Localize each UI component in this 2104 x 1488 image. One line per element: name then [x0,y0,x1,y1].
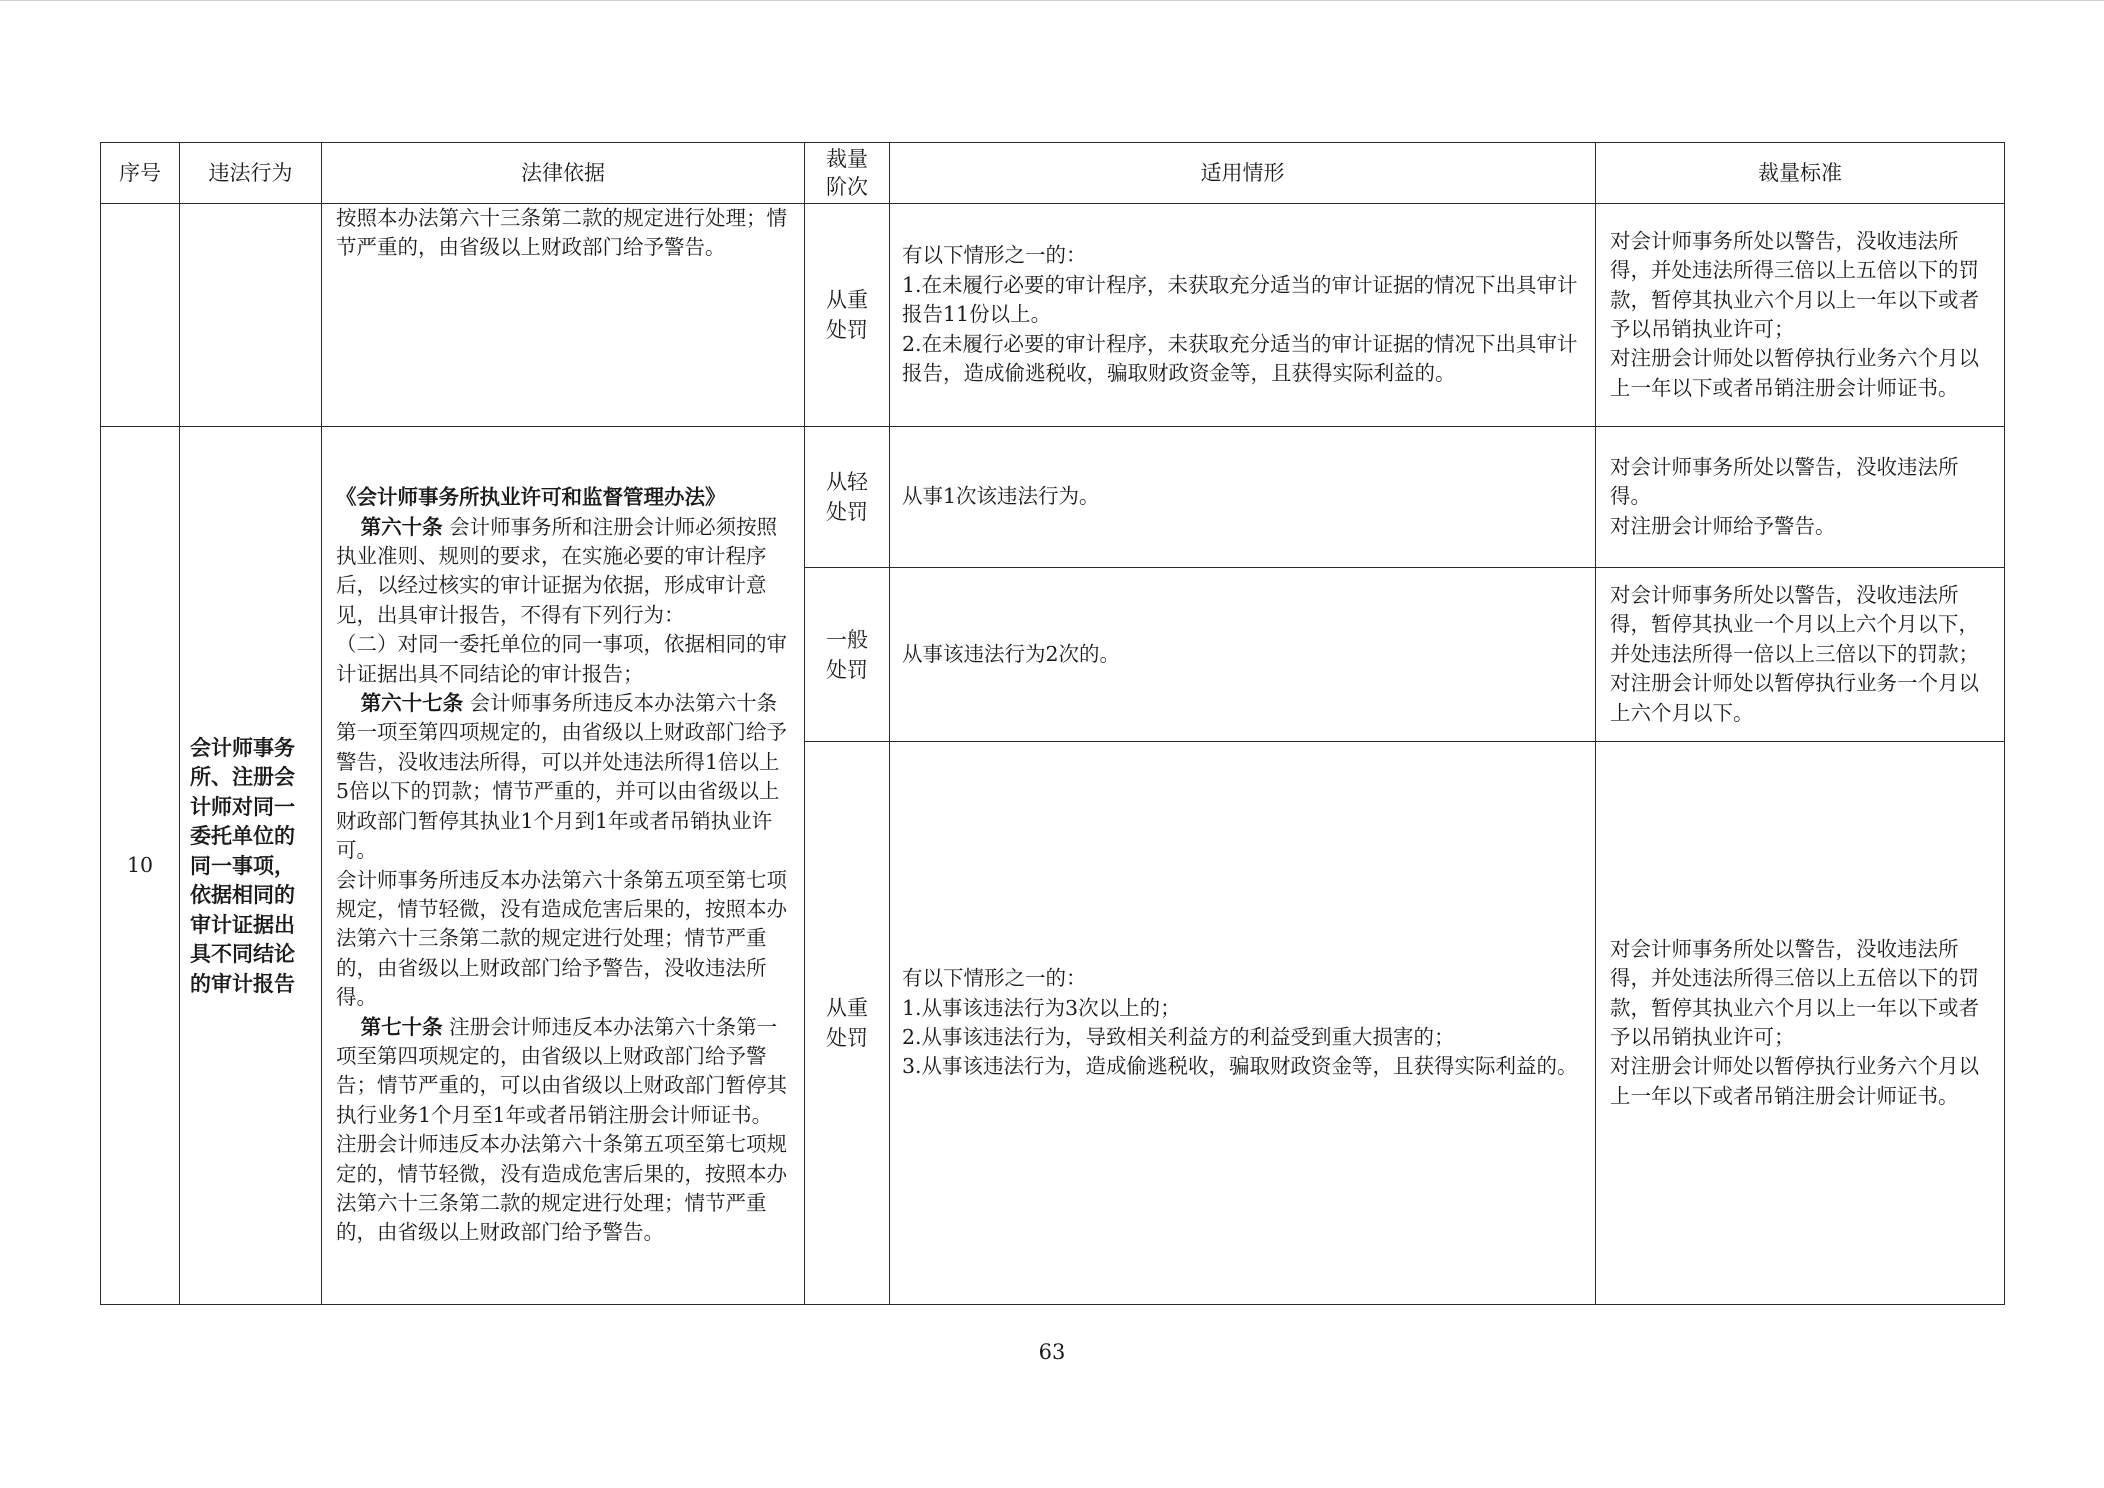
article-67-text: 会计师事务所违反本办法第六十条第一项至第四项规定的，由省级以上财政部门给予警告，没收违法所得，可以并处违法所得1倍以上5倍以下的罚款；情节严重的，并可以由省级以上财政部门暂停其执业1个月到1年或者吊销执业许可。 [336,691,787,863]
situation-line: 2.在未履行必要的审计程序，未获取充分适当的审计证据的情况下出具审计报告，造成偷逃税收，骗取财政资金等，且获得实际利益的。 [902,331,1578,386]
cell-standard-general [1596,568,2005,742]
level-light-text: 从轻处罚 [826,470,868,524]
situation-general-text: 从事该违法行为2次的。 [902,641,1121,666]
header-level [805,143,890,204]
header-level-text: 裁量阶次 [826,147,868,199]
situation-line: 1.从事该违法行为3次以上的； [902,995,1181,1020]
cell-level-general [805,568,890,742]
cell-situation-heavy [890,742,1596,1305]
article-60-item: （二）对同一委托单位的同一事项，依据相同的审计证据出具不同结论的审计报告； [336,632,787,686]
cell-seq-continued [101,204,180,427]
table-row-10-light [101,427,2005,568]
violation-text: 会计师事务所、注册会计师对同一委托单位的同一事项，依据相同的审计证据出具不同结论的审计报告 [190,734,295,996]
cell-violation-10 [180,427,322,1305]
cell-standard-heavy [1596,742,2005,1305]
cell-situation-continued [890,204,1596,427]
cell-violation-continued [180,204,322,427]
cell-level-continued [805,204,890,427]
cell-standard-light [1596,427,2005,568]
article-60 [336,513,792,631]
header-law: 法律依据 [322,143,805,204]
situation-light-text: 从事1次该违法行为。 [902,484,1100,509]
article-60-text: 会计师事务所和注册会计师必须按照执业准则、规则的要求，在实施必要的审计程序后，以经过核实的审计证据为依据，形成审计意见，出具审计报告，不得有下列行为： [336,514,778,627]
header-situation: 适用情形 [890,143,1596,204]
situation-line: 2.从事该违法行为，导致相关利益方的利益受到重大损害的； [902,1025,1455,1049]
page-number: 63 [1038,1340,1066,1364]
header-standard: 裁量标准 [1596,143,2005,204]
article-70-text2: 注册会计师违反本办法第六十条第五项至第七项规定的，情节轻微，没有造成危害后果的，按照本办法第六十三条第二款的规定进行处理；情节严重的，由省级以上财政部门给予警告。 [336,1132,787,1245]
article-70-text: 注册会计师违反本办法第六十条第一项至第四项规定的，由省级以上财政部门给予警告；情节严重的，可以由省级以上财政部门暂停其执行业务1个月至1年或者吊销注册会计师证书。 [336,1014,787,1127]
standard-line: 对注册会计师处以暂停执行业务一个月以上六个月以下。 [1610,671,1979,725]
cell-situation-light [890,427,1596,568]
article-67-text2: 会计师事务所违反本办法第六十条第五项至第七项规定，情节轻微，没有造成危害后果的，按照本办法第六十三条第二款的规定进行处理；情节严重的，由省级以上财政部门给予警告，没收违法所得。 [336,867,787,1010]
cell-law-10 [322,427,805,1305]
cell-seq-10 [101,427,180,1305]
level-heavy-text: 从重处罚 [826,996,868,1050]
cell-situation-general [890,568,1596,742]
cell-level-light [805,427,890,568]
situation-line: 有以下情形之一的： [902,243,1087,268]
table-row-continued [101,204,2005,427]
article-70 [336,1013,792,1131]
standard-line: 对注册会计师处以暂停执行业务六个月以上一年以下或者吊销注册会计师证书。 [1610,1054,1979,1108]
standard-line: 对会计师事务所处以警告，没收违法所得，暂停其执业一个月以上六个月以下，并处违法所得一倍以上三倍以下的罚款； [1610,582,1979,666]
standard-line: 对会计师事务所处以警告，没收违法所得。 [1610,454,1959,509]
cell-law-continued [322,204,805,427]
law-continued-text: 按照本办法第六十三条第二款的规定进行处理；情节严重的，由省级以上财政部门给予警告。 [336,206,787,260]
article-67-head: 第六十七条 [360,691,464,716]
article-67 [336,689,792,865]
level-continued-text: 从重处罚 [826,288,868,342]
seq-number: 10 [126,852,154,877]
standard-line: 对注册会计师给予警告。 [1610,513,1836,538]
level-general-text: 一般处罚 [826,627,868,682]
standard-line: 对会计师事务所处以警告，没收违法所得，并处违法所得三倍以上五倍以下的罚款，暂停其执业六个月以上一年以下或者予以吊销执业许可； [1610,228,1979,341]
header-violation: 违法行为 [180,143,322,204]
situation-line: 有以下情形之一的： [902,966,1087,991]
article-70-head: 第七十条 [360,1014,443,1039]
header-seq: 序号 [101,143,180,204]
page-top-edge [0,0,2104,1]
standard-line: 对会计师事务所处以警告，没收违法所得，并处违法所得三倍以上五倍以下的罚款，暂停其执业六个月以上一年以下或者予以吊销执业许可； [1610,936,1979,1049]
cell-level-heavy [805,742,890,1305]
cell-standard-continued [1596,204,2005,427]
article-60-head: 第六十条 [360,514,443,539]
law-title: 《会计师事务所执业许可和监督管理办法》 [336,485,726,510]
situation-line: 3.从事该违法行为，造成偷逃税收，骗取财政资金等，且获得实际利益的。 [902,1054,1578,1079]
situation-line: 1.在未履行必要的审计程序，未获取充分适当的审计证据的情况下出具审计报告11份以上。 [902,272,1578,327]
table-header-row [101,143,2005,204]
penalty-discretion-table [100,142,2005,1305]
standard-line: 对注册会计师处以暂停执行业务六个月以上一年以下或者吊销注册会计师证书。 [1610,346,1979,400]
